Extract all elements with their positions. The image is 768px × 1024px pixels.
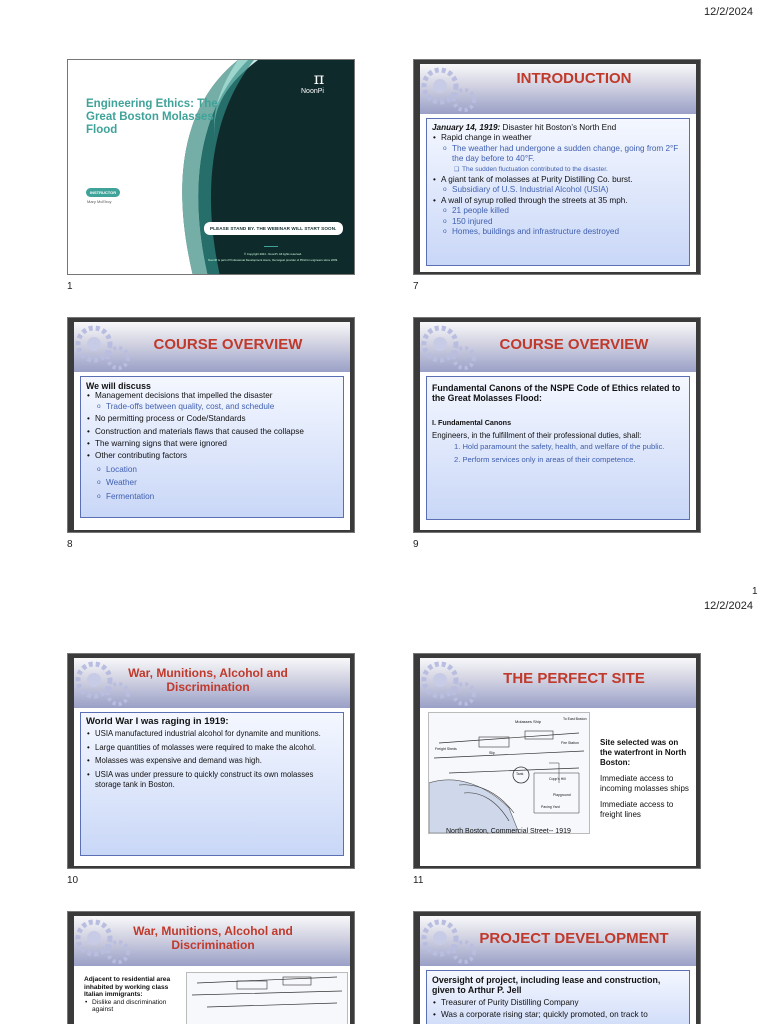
map-label: Fire Station — [561, 741, 579, 745]
instructor-name: Mary McElroy — [87, 199, 112, 204]
canon-heading: I. Fundamental Canons — [432, 417, 512, 427]
map-label: Paving Yard — [541, 805, 560, 809]
map-drawing — [187, 973, 347, 1024]
list-item: o The weather had undergone a sudden change, going from 2°F the day before to 40°F. — [432, 144, 684, 165]
list-item: • Treasurer of Purity Distilling Company — [432, 998, 684, 1008]
map-label: Tank — [516, 772, 524, 776]
map-drawing — [429, 713, 589, 833]
map-label: Copp's Hill — [549, 777, 566, 781]
standby-notice: PLEASE STAND BY. THE WEBINAR WILL START SOON. — [204, 222, 343, 235]
site-description — [600, 738, 690, 820]
list-item: • Large quantities of molasses were required to make the alcohol. — [86, 743, 338, 753]
map-caption: North Boston, Commercial Street-- 1919 — [446, 828, 571, 835]
slide-1 — [67, 59, 355, 275]
list-item: ❑ The sudden fluctuation contributed to the disaster. — [432, 165, 684, 175]
instructor-badge: INSTRUCTOR — [86, 188, 120, 197]
slide-number: 11 — [413, 875, 424, 886]
list-item: • A wall of syrup rolled through the streets at 35 mph. — [432, 196, 684, 206]
divider — [264, 246, 278, 247]
copyright: © Copyright 2024 - NoonPi. All rights reserved. — [243, 252, 303, 256]
canon-2: 2. Perform services only in areas of their competence. — [454, 455, 636, 465]
slide-title: THE PERFECT SITE — [503, 670, 645, 687]
slide-body — [426, 118, 690, 266]
map-label: Molasses Ship — [515, 719, 542, 724]
list-item: • No permitting process or Code/Standards — [86, 414, 338, 424]
map-label: Playground — [553, 793, 571, 797]
list-item: o Fermentation — [86, 492, 338, 502]
map-label: Freight Sheds — [435, 747, 457, 751]
slide-number: 1 — [67, 281, 73, 292]
body-heading: Fundamental Canons of the NSPE Code of Ethics related to the Great Molasses Flood: — [432, 383, 681, 404]
slide-12 — [67, 911, 355, 1024]
slide-9 — [413, 317, 701, 533]
list-item: • Construction and materials flaws that caused the collapse — [86, 427, 338, 437]
body-heading: Adjacent to residential area inhabited by working class Italian immigrants: — [84, 976, 171, 999]
slide-10 — [67, 653, 355, 869]
slide-body — [426, 970, 690, 1024]
slide-body — [80, 712, 344, 856]
list-item: o Trade-offs between quality, cost, and schedule — [86, 402, 338, 412]
body-heading: We will discuss — [86, 381, 151, 391]
slide-title: Engineering Ethics: The Great Boston Molasses Flood — [86, 98, 218, 136]
footer-note: NoonPi is part of Professional Development Hours, the largest provider of PDH for engineers since 2009. — [208, 258, 338, 262]
list-item: • USIA was under pressure to quickly construct its own molasses storage tank in Boston. — [86, 770, 338, 791]
site-map — [428, 712, 590, 834]
header-date: 12/2/2024 — [704, 6, 753, 18]
slide-number: 8 — [67, 539, 73, 550]
site-point-1: Immediate access to incoming molasses ships — [600, 774, 689, 793]
list-item: o 150 injured — [432, 217, 684, 227]
page-number: 1 — [752, 586, 758, 597]
list-item: • USIA manufactured industrial alcohol for dynamite and munitions. — [86, 729, 338, 739]
slide-8 — [67, 317, 355, 533]
list-item: • The warning signs that were ignored — [86, 439, 338, 449]
slide-number: 7 — [413, 281, 419, 292]
lead-line: January 14, 1919: Disaster hit Boston’s North End — [432, 123, 617, 132]
list-item: o 21 people killed — [432, 206, 684, 216]
slide-body — [426, 376, 690, 520]
canon-1: 1. Hold paramount the safety, health, and welfare of the public. — [454, 441, 665, 451]
list-item: • Molasses was expensive and demand was high. — [86, 756, 338, 766]
list-item: • Was a corporate rising star; quickly promoted, on track to — [432, 1010, 684, 1020]
list-item: • Rapid change in weather — [432, 133, 684, 143]
slide-title: INTRODUCTION — [516, 70, 632, 87]
list-item: o Location — [86, 465, 338, 475]
list-item: o Subsidiary of U.S. Industrial Alcohol (USIA) — [432, 185, 684, 195]
list-item: o Weather — [86, 478, 338, 488]
map-label: Slip — [489, 751, 495, 755]
slide-title: COURSE OVERVIEW — [499, 336, 649, 353]
slide-7 — [413, 59, 701, 275]
slide-number: 9 — [413, 539, 419, 550]
logo-text: NoonPi — [301, 88, 324, 95]
slide-11 — [413, 653, 701, 869]
site-point-2: Immediate access to freight lines — [600, 800, 674, 819]
site-map — [186, 972, 348, 1024]
canon-intro: Engineers, in the fulfillment of their professional duties, shall: — [432, 431, 642, 441]
list-item: • Other contributing factors — [86, 451, 338, 461]
slide-body — [84, 976, 176, 1014]
list-item: • Dislike and discrimination against — [85, 998, 167, 1014]
list-item: • Management decisions that impelled the disaster — [86, 391, 338, 401]
list-item: • A giant tank of molasses at Purity Distilling Co. burst. — [432, 175, 684, 185]
site-heading: Site selected was on the waterfront in North Boston: — [600, 738, 687, 767]
slide-title: COURSE OVERVIEW — [153, 336, 303, 353]
header-date-2: 12/2/2024 — [704, 600, 753, 612]
slide-number: 10 — [67, 875, 79, 886]
map-label: To East Boston — [563, 717, 587, 721]
noonpi-logo-icon: π — [313, 69, 325, 88]
slide-title: War, Munitions, Alcohol and Discrimination — [128, 666, 288, 694]
body-heading: Oversight of project, including lease and construction, given to Arthur P. Jell — [432, 975, 661, 996]
slide-body — [80, 376, 344, 518]
slide-13 — [413, 911, 701, 1024]
slide-title: War, Munitions, Alcohol and Discrimination — [133, 924, 293, 952]
list-item: o Homes, buildings and infrastructure destroyed — [432, 227, 684, 237]
slide-title: PROJECT DEVELOPMENT — [479, 930, 669, 947]
body-heading: World War I was raging in 1919: — [86, 716, 229, 727]
